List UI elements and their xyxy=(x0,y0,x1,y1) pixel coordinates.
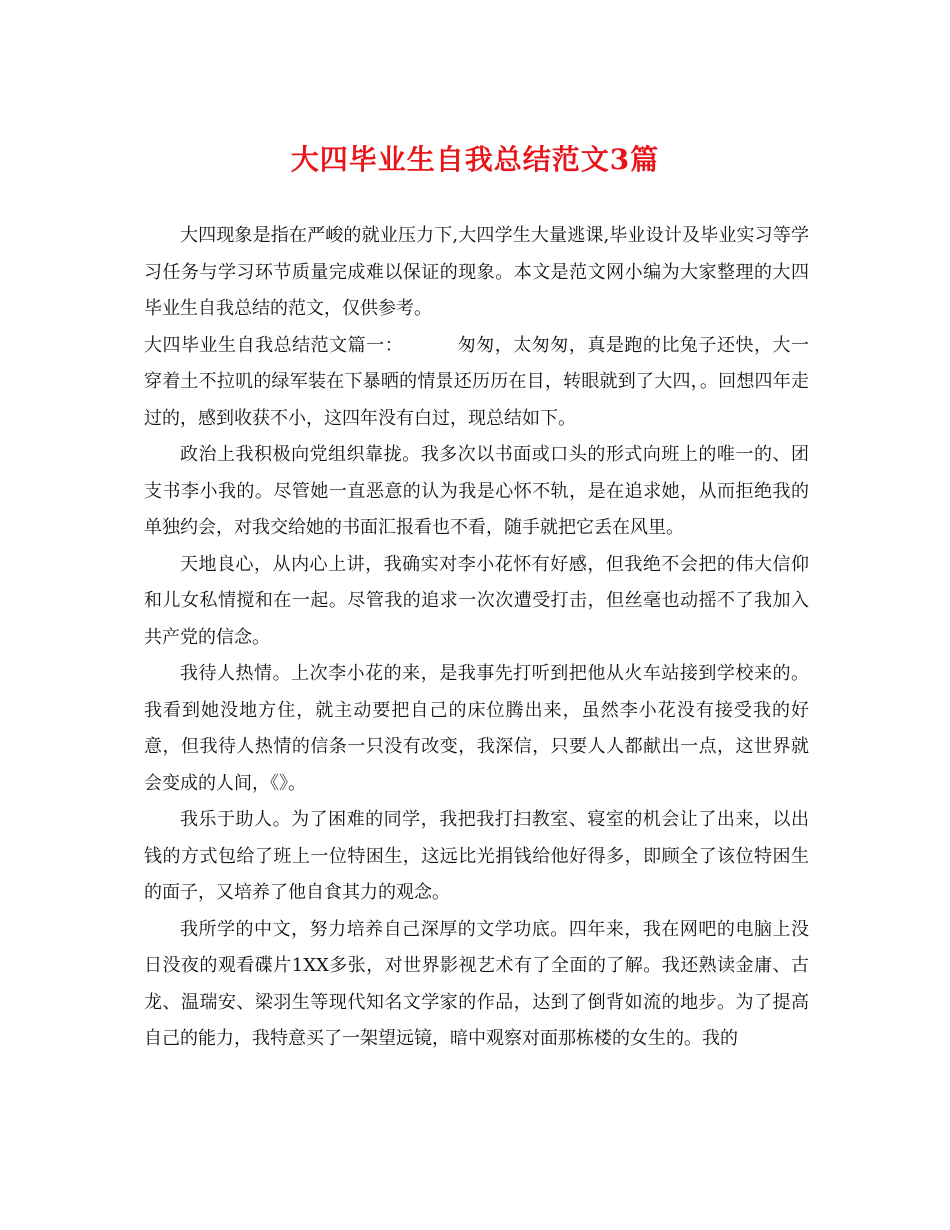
body-paragraph: 我所学的中文，努力培养自己深厚的文学功底。四年来，我在网吧的电脑上没日没夜的观看碟片1XX多张，对世界影视艺术有了全面的了解。我还熟读金庸、古龙、温瑞安、梁羽生等现代知名文学家的作品，达到了倒背如流的地步。为了提高自己的能力，我特意买了一架望远镜，暗中观察对面那栋楼的女生的。我的 xyxy=(144,918,809,1049)
body-paragraph: 政治上我积极向党组织靠拢。我多次以书面或口头的形式向班上的唯一的、团支书李小我的。尽管她一直恶意的认为我是心怀不轨，是在追求她，从而拒绝我的单独约会，对我交给她的书面汇报看也不看，随手就把它丢在风里。 xyxy=(144,444,809,538)
section-one-paragraph xyxy=(144,328,809,438)
section-heading: 大四毕业生自我总结范文篇一： xyxy=(144,334,404,356)
body-paragraph: 我乐于助人。为了困难的同学，我把我打扫教室、寝室的机会让了出来，以出钱的方式包给了班上一位特困生，这远比光捐钱给他好得多，即顾全了该位特困生的面子，又培养了他自食其力的观念。 xyxy=(144,809,809,903)
section-first-text: 匆匆，太匆匆，真是跑的比兔子还快，大一穿着土不拉叽的绿军装在下暴晒的情景还历历在目，转眼就到了大四，。回想四年走过的，感到收获不小，这四年没有白过，现总结如下。 xyxy=(144,334,810,429)
body-paragraph: 天地良心，从内心上讲，我确实对李小花怀有好感，但我绝不会把的伟大信仰和儿女私情搅和在一起。尽管我的追求一次次遭受打击，但丝毫也动摇不了我加入共产党的信念。 xyxy=(144,553,809,648)
intro-paragraph: 大四现象是指在严峻的就业压力下,大四学生大量逃课,毕业设计及毕业实习等学习任务与学习环节质量完成难以保证的现象。本文是范文网小编为大家整理的大四毕业生自我总结的范文，仅供参考。 xyxy=(144,225,809,319)
body-paragraph: 我待人热情。上次李小花的来，是我事先打听到把他从火车站接到学校来的。我看到她没地方住，就主动要把自己的床位腾出来，虽然李小花没有接受我的好意，但我待人热情的信条一只没有改变，我深信，只要人人都献出一点，这世界就会变成的人间，《》。 xyxy=(144,663,809,794)
document-body xyxy=(144,218,809,1058)
document-title: 大四毕业生自我总结范文3篇 xyxy=(290,143,660,176)
